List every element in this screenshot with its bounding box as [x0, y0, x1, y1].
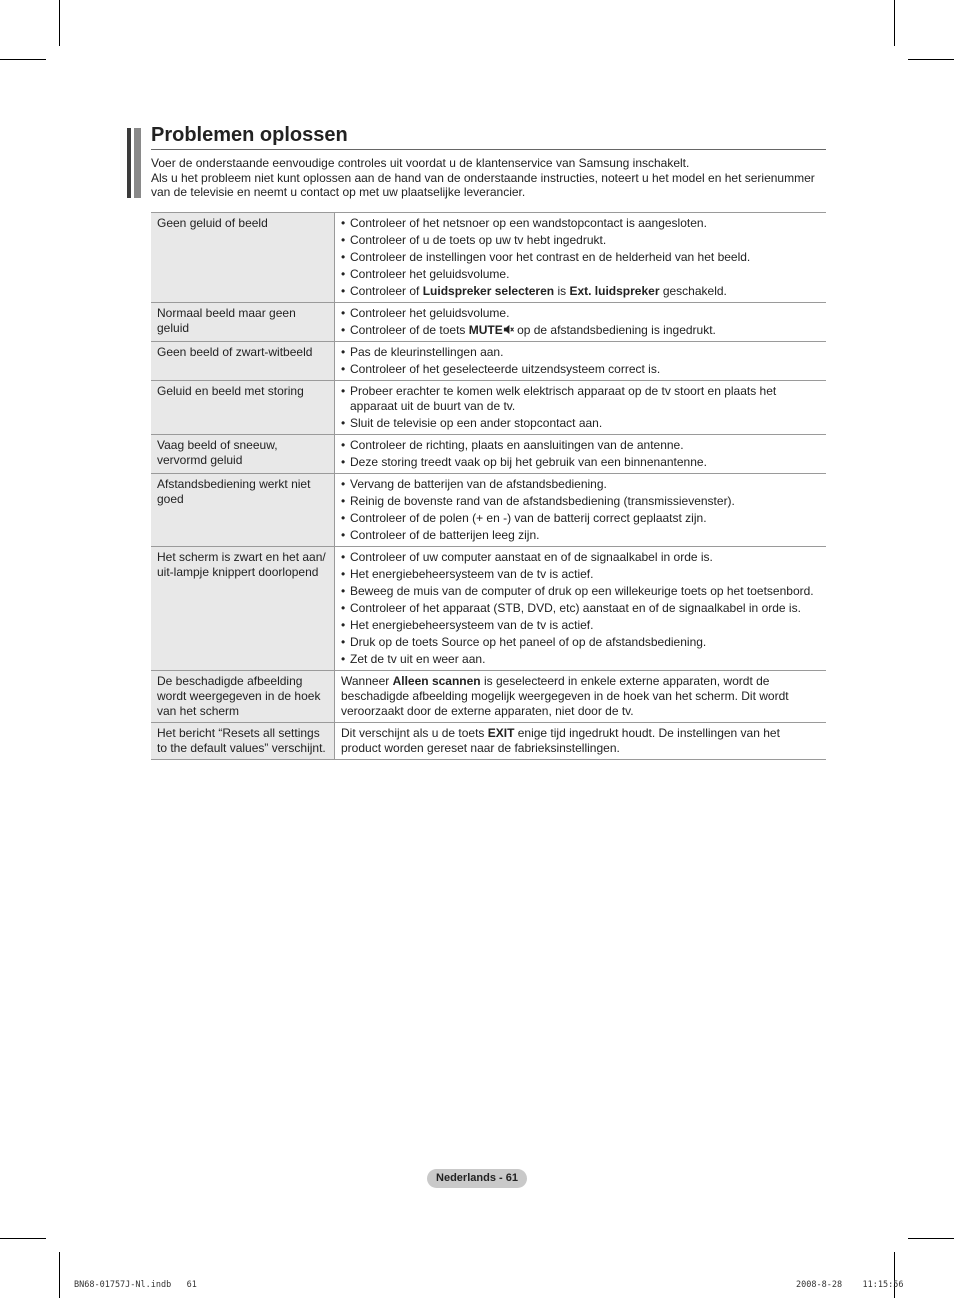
problem-cell: Vaag beeld of sneeuw, vervormd geluid — [151, 435, 335, 474]
table-row — [151, 474, 826, 547]
intro-text — [151, 156, 826, 200]
list-item: • Beweeg de muis van de computer of druk op een willekeurige toets op het toetsenbord. — [341, 584, 820, 599]
list-item: • Controleer de instellingen voor het contrast en de helderheid van het beeld. — [341, 250, 820, 265]
solution-cell — [335, 303, 827, 342]
list-item: • Controleer of het apparaat (STB, DVD, etc) aanstaat en of de signaalkabel in orde is. — [341, 601, 820, 616]
crop-mark — [908, 59, 954, 60]
solution-list — [341, 306, 820, 338]
problem-cell: Geluid en beeld met storing — [151, 381, 335, 435]
list-item: • Deze storing treedt vaak op bij het gebruik van een binnenantenne. — [341, 455, 820, 470]
problem-cell: Afstandsbediening werkt niet goed — [151, 474, 335, 547]
solution-list — [341, 438, 820, 470]
crop-mark — [908, 1238, 954, 1239]
solution-text: geschakeld. — [659, 284, 727, 298]
crop-mark — [894, 0, 895, 46]
list-item: • Controleer of het netsnoer op een wandstopcontact is aangesloten. — [341, 216, 820, 231]
troubleshooting-table — [151, 212, 826, 760]
problem-cell: Geen beeld of zwart-witbeeld — [151, 342, 335, 381]
table-row — [151, 303, 826, 342]
list-item: • Sluit de televisie op een ander stopcontact aan. — [341, 416, 820, 431]
solution-text: enige tijd ingedrukt houdt. De instellingen van het product worden gereset naar de fabrieksinstellingen. — [341, 726, 780, 755]
table-row — [151, 723, 826, 760]
solution-list — [341, 216, 820, 299]
crop-mark — [59, 1252, 60, 1298]
list-item: • Reinig de bovenste rand van de afstandsbediening (transmissievenster). — [341, 494, 820, 509]
intro-paragraph: Voer de onderstaande eenvoudige controles uit voordat u de klantenservice van Samsung inschakelt. — [151, 156, 690, 170]
solution-list — [341, 384, 820, 431]
setting-name: MUTE — [468, 323, 503, 337]
solution-text: Controleer of de toets — [350, 323, 469, 337]
setting-name: Luidspreker selecteren — [422, 284, 555, 298]
solution-cell — [335, 671, 827, 723]
solution-cell — [335, 342, 827, 381]
list-item: • Controleer het geluidsvolume. — [341, 267, 820, 282]
title-decoration — [127, 128, 141, 198]
solution-cell — [335, 474, 827, 547]
solution-cell — [335, 213, 827, 303]
solution-cell — [335, 435, 827, 474]
list-item — [341, 284, 820, 299]
mute-icon — [503, 324, 514, 335]
solution-text: Dit verschijnt als u de toets — [341, 726, 488, 740]
list-item: • Controleer of uw computer aanstaat en of de signaalkabel in orde is. — [341, 550, 820, 565]
solution-text: is — [554, 284, 570, 298]
page-title: Problemen oplossen — [151, 124, 348, 146]
table-row — [151, 381, 826, 435]
list-item: • Controleer of u de toets op uw tv hebt ingedrukt. — [341, 233, 820, 248]
list-item: • Pas de kleurinstellingen aan. — [341, 345, 820, 360]
setting-name: EXIT — [487, 726, 515, 740]
crop-mark — [0, 59, 46, 60]
problem-cell: De beschadigde afbeelding wordt weergegeven in de hoek van het scherm — [151, 671, 335, 723]
list-item: • Het energiebeheersysteem van de tv is actief. — [341, 618, 820, 633]
table-row — [151, 342, 826, 381]
list-item: • Controleer de richting, plaats en aansluitingen van de antenne. — [341, 438, 820, 453]
list-item — [341, 323, 820, 338]
solution-list — [341, 550, 820, 667]
solution-text: Controleer of — [350, 284, 423, 298]
list-item: • Vervang de batterijen van de afstandsbediening. — [341, 477, 820, 492]
list-item: • Controleer of de batterijen leeg zijn. — [341, 528, 820, 543]
problem-cell: Normaal beeld maar geen geluid — [151, 303, 335, 342]
solution-list — [341, 477, 820, 543]
problem-cell: Geen geluid of beeld — [151, 213, 335, 303]
list-item: • Druk op de toets Source op het paneel of op de afstandsbediening. — [341, 635, 820, 650]
list-item: • Controleer het geluidsvolume. — [341, 306, 820, 321]
table-row — [151, 547, 826, 671]
solution-cell — [335, 723, 827, 760]
list-item: • Het energiebeheersysteem van de tv is actief. — [341, 567, 820, 582]
print-file-info: BN68-01757J-Nl.indb 61 — [74, 1280, 197, 1290]
problem-cell: Het bericht “Resets all settings to the default values” verschijnt. — [151, 723, 335, 760]
print-date-info: 2008-8-28 11:15:56 — [796, 1280, 904, 1290]
solution-cell — [335, 547, 827, 671]
solution-text: op de afstandsbediening is ingedrukt. — [513, 323, 716, 337]
setting-name: Alleen scannen — [392, 674, 481, 688]
table-row — [151, 435, 826, 474]
crop-mark — [0, 1238, 46, 1239]
solution-text: Wanneer — [341, 674, 393, 688]
solution-text: is geselecteerd in enkele externe apparaten, wordt de beschadigde afbeelding mogelijk weergegeven in de hoek van het scherm. Dit wordt veroorzaakt door de externe apparaten, niet door de tv. — [341, 674, 789, 718]
solution-paragraph — [341, 674, 820, 719]
title-divider — [151, 149, 826, 150]
list-item: • Controleer of de polen (+ en -) van de batterij correct geplaatst zijn. — [341, 511, 820, 526]
list-item: • Zet de tv uit en weer aan. — [341, 652, 820, 667]
crop-mark — [59, 0, 60, 46]
table-row — [151, 671, 826, 723]
page-number-badge: Nederlands - 61 — [427, 1169, 527, 1188]
solution-list — [341, 345, 820, 377]
problem-cell: Het scherm is zwart en het aan/ uit-lampje knippert doorlopend — [151, 547, 335, 671]
table-row — [151, 213, 826, 303]
crop-mark — [894, 1252, 895, 1298]
solution-cell — [335, 381, 827, 435]
intro-paragraph: Als u het probleem niet kunt oplossen aan de hand van de onderstaande instructies, noteert u het model en het serienummer van de televisie en neemt u contact op met uw plaatselijke leverancier. — [151, 170, 815, 199]
setting-name: Ext. luidspreker — [569, 284, 660, 298]
solution-paragraph — [341, 726, 820, 756]
list-item: • Probeer erachter te komen welk elektrisch apparaat op de tv stoort en plaats het apparaat uit de buurt van de tv. — [341, 384, 820, 414]
list-item: • Controleer of het geselecteerde uitzendsysteem correct is. — [341, 362, 820, 377]
